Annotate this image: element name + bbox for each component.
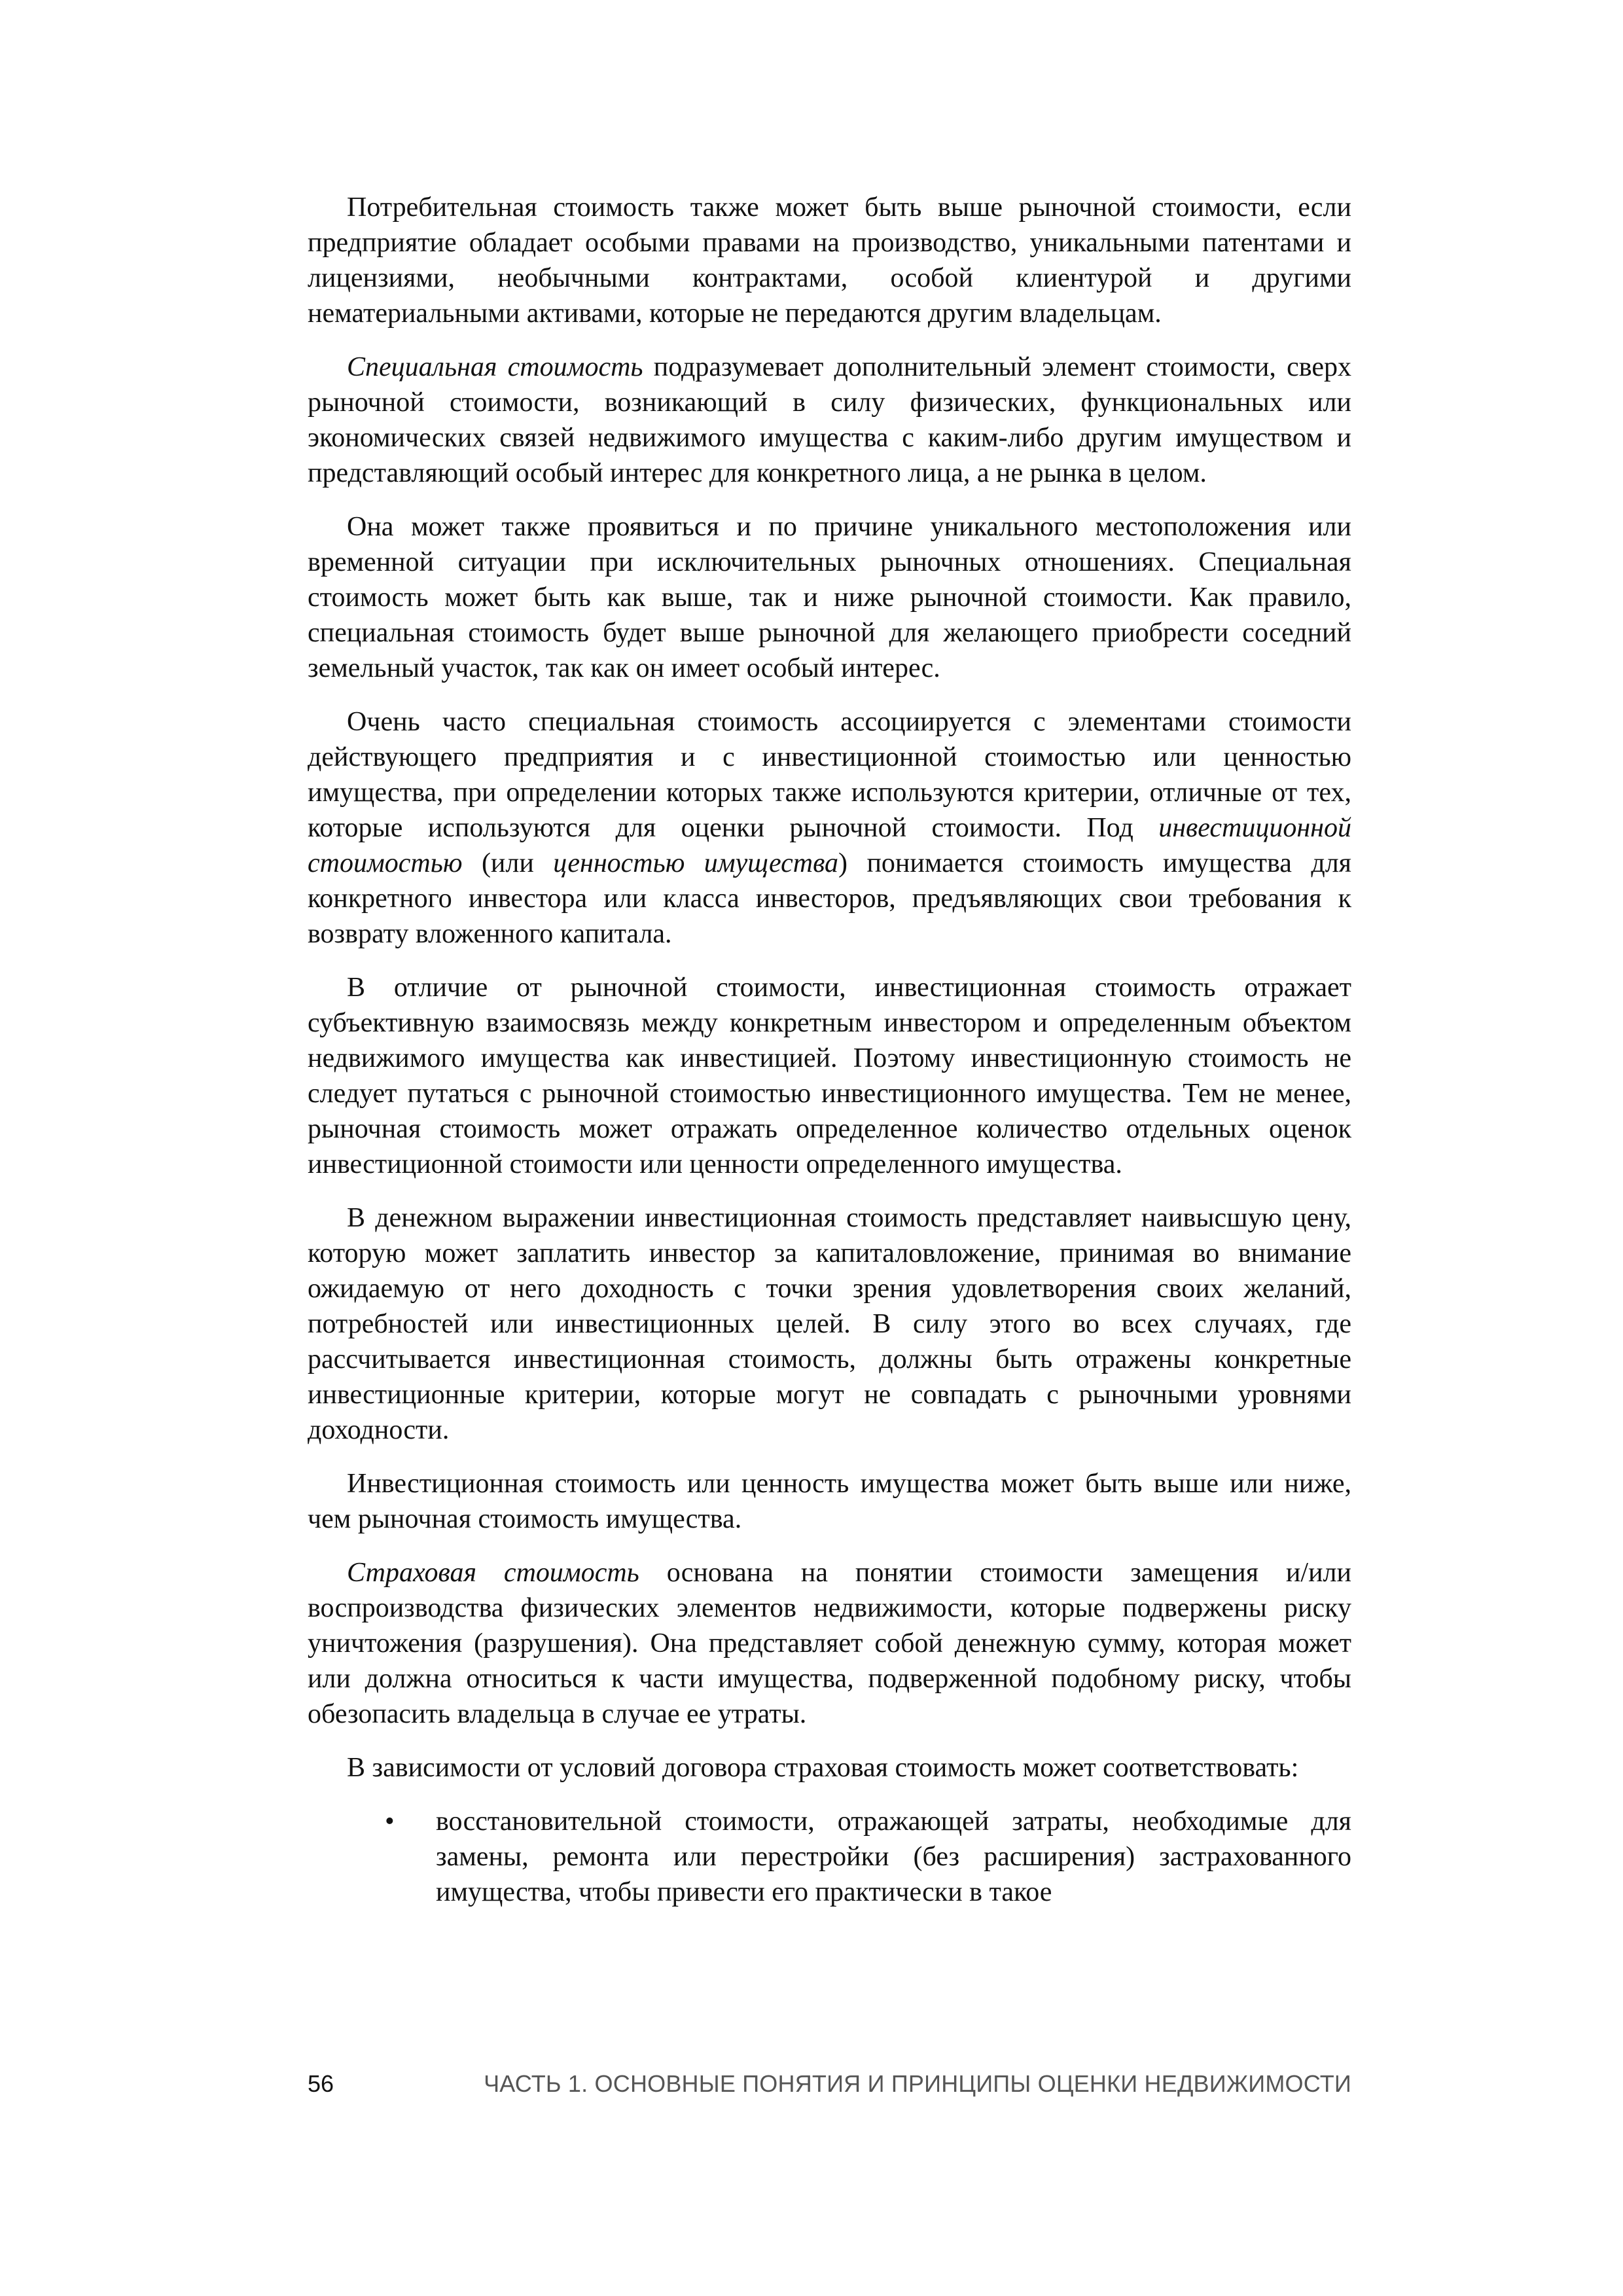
list-item [308, 1804, 1351, 1910]
italic-term: инвестиционной стоимостью [308, 813, 1351, 878]
paragraph-text: В отличие от рыночной стоимости, инвестиционная стоимость отражает субъективную взаимосвязь между конкретным инвестором и определенным объектом недвижимого имущества как инвестицией. Поэтому инвестиционную стоимость не следует путаться с рыночной стоимостью инвестиционного имущества. Тем не менее, рыночная стоимость может отражать определенное количество отдельных оценок инвестиционной стоимости или ценности определенного имущества. [308, 973, 1351, 1179]
list-item-text: восстановительной стоимости, отражающей затраты, необходимые для замены, ремонта или перестройки (без расширения) застрахованного имущества, чтобы привести его практически в такое [436, 1806, 1351, 1907]
paragraph-text: Очень часто специальная стоимость ассоциируется с элементами стоимости действующего предприятия и с инвестиционной стоимостью или ценностью имущества, при определении которых также используются критерии, отличные от тех, которые используются для оценки рыночной стоимости. Под [308, 707, 1351, 843]
paragraph-text: Она может также проявиться и по причине уникального местоположения или временной ситуации при исключительных рыночных отношениях. Специальная стоимость может быть как выше, так и ниже рыночной стоимости. Как правило, специальная стоимость будет выше рыночной для желающего приобрести соседний земельный участок, так как он имеет особый интерес. [308, 512, 1351, 683]
paragraph [308, 1200, 1351, 1448]
paragraph [308, 509, 1351, 686]
paragraph [308, 704, 1351, 952]
paragraph-text: подразумевает дополнительный элемент стоимости, сверх рыночной стоимости, возникающий в силу физических, функциональных или экономических связей недвижимого имущества с каким-либо другим имуществом и представляющий особый интерес для конкретного лица, а не рынка в целом. [308, 352, 1351, 488]
paragraph-text: (или [462, 848, 554, 878]
paragraph-text: основана на понятии стоимости замещения и/или воспроизводства физических элементов недвижимости, которые подвержены риску уничтожения (разрушения). Она представляет собой денежную сумму, которая может или должна относиться к части имущества, подверженной подобному риску, чтобы обезопасить владельца в случае ее утраты. [308, 1558, 1351, 1729]
paragraph [308, 970, 1351, 1182]
paragraph-text: В денежном выражении инвестиционная стоимость представляет наивысшую цену, которую может заплатить инвестор за капиталовложение, принимая во внимание ожидаемую от него доходность с точки зрения удовлетворения своих желаний, потребностей или инвестиционных целей. В силу этого во всех случаях, где рассчитывается инвестиционная стоимость, должны быть отражены конкретные инвестиционные критерии, которые могут не совпадать с рыночными уровнями доходности. [308, 1203, 1351, 1445]
paragraph-text: В зависимости от условий договора страховая стоимость может соответствовать: [347, 1753, 1299, 1783]
paragraph-text: Потребительная стоимость также может быть выше рыночной стоимости, если предприятие обладает особыми правами на производство, уникальными патентами и лицензиями, необычными контрактами, особой клиентурой и другими нематериальными активами, которые не передаются другим владельцам. [308, 192, 1351, 329]
paragraph [308, 350, 1351, 491]
page-body [308, 190, 1351, 1910]
italic-term: ценностью имущества [553, 848, 839, 878]
italic-term: Страховая стоимость [347, 1558, 639, 1588]
bullet-marker: • [385, 1806, 395, 1837]
paragraph-text: ) понимается стоимость имущества для конкретного инвестора или класса инвесторов, предъявляющих свои требования к возврату вложенного капитала. [308, 848, 1351, 949]
paragraph [308, 1555, 1351, 1732]
bullet-list [308, 1804, 1351, 1910]
paragraph [308, 190, 1351, 331]
paragraph [308, 1466, 1351, 1537]
italic-term: Специальная стоимость [347, 352, 643, 382]
running-title: ЧАСТЬ 1. ОСНОВНЫЕ ПОНЯТИЯ И ПРИНЦИПЫ ОЦЕНКИ НЕДВИЖИМОСТИ [484, 2070, 1351, 2097]
page-number: 56 [308, 2070, 334, 2097]
paragraph [308, 1750, 1351, 1785]
paragraph-text: Инвестиционная стоимость или ценность имущества может быть выше или ниже, чем рыночная стоимость имущества. [308, 1469, 1351, 1534]
